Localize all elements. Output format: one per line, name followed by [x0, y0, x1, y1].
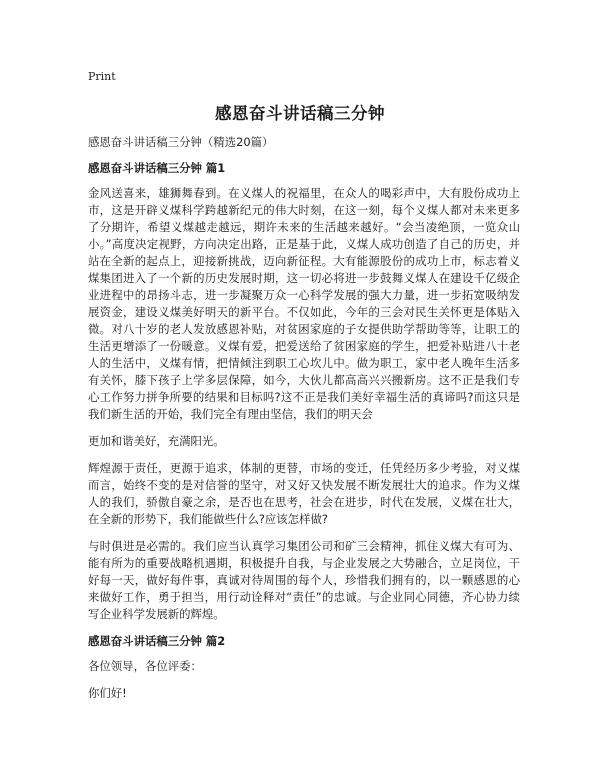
paragraph: 辉煌源于责任，更源于追求，体制的更替，市场的变迁，任凭经历多少考验，对义煤而言，始终不变的是对信誉的坚守，对又好又快发展不断发展壮大的追求。作为义煤人的我们，骄傲自豪之余，是否也在思考，社会在进步，时代在发展，义煤在壮大，在全新的形势下，我们能做些什么?应该怎样做?	[88, 461, 520, 526]
paragraph: 与时俱进是必需的。我们应当认真学习集团公司和矿三会精神，抓住义煤大有可为、能有所为的重要战略机遇期，积极提升自我，与企业发展之大势融合，立足岗位，干好每一天，做好每件事，真诚对待周围的每个人，珍惜我们拥有的，以一颗感恩的心来做好工作，勇于担当，用行动诠释对“责任”的忠诚。与企业同心同德，齐心协力续写企业科学发展新的辉煌。	[88, 539, 520, 621]
print-link[interactable]: Print	[88, 70, 116, 83]
page-title: 感恩奋斗讲话稿三分钟	[215, 104, 385, 123]
article-body	[88, 134, 520, 708]
paragraph: 金风送喜来，雄狮舞春到。在义煤人的祝福里，在众人的喝彩声中，大有股份成功上市，这是开辟义煤科学跨越新纪元的伟大时刻，在这一刻，每个义煤人都对未来更多了分期许，希望义煤越走越远，期许未来的生活越来越好。“会当凌绝顶，一览众山小。”高度决定视野，方向决定出路，正是基于此，义煤人成功创造了自己的历史，并站在全新的起点上，迎接新挑战，迈向新征程。大有能源股份的成功上市，标志着义煤集团进入了一个新的历史发展时期，这一切必将进一步鼓舞义煤人在建设千亿级企业进程中的昂扬斗志，进一步凝聚万众一心科学发展的强大力量，进一步拓宽吸纳发展资金，建设义煤美好明天的新平台。不仅如此，今年的三会对民生关怀更是体贴入微。对八十岁的老人发放感恩补贴，对贫困家庭的子女提供助学帮助等等，让职工的生活更增添了一份暖意。义煤有爱，把爱送给了贫困家庭的学生，把爱补贴进八十老人的生活中，义煤有情，把情倾注到职工心坎儿中。做为职工，家中老人晚年生活多有关怀，膝下孩子上学多层保障，如今，大伙儿都高高兴兴搬新房。这不正是我们专心工作努力拼争所要的结果和目标吗?这不正是我们美好幸福生活的真谛吗?而这只是我们新生活的开始，我们完全有理由坚信，我们的明天会	[88, 186, 520, 421]
paragraph: 你们好!	[88, 686, 127, 700]
paragraph: 各位领导，各位评委：	[88, 659, 202, 673]
paragraph: 更加和谐美好，充满阳光。	[88, 434, 225, 448]
section-heading-1: 感恩奋斗讲话稿三分钟 篇1	[88, 161, 226, 175]
article-subtitle: 感恩奋斗讲话稿三分钟（精选20篇）	[88, 135, 274, 149]
section-heading-2: 感恩奋斗讲话稿三分钟 篇2	[88, 634, 226, 648]
